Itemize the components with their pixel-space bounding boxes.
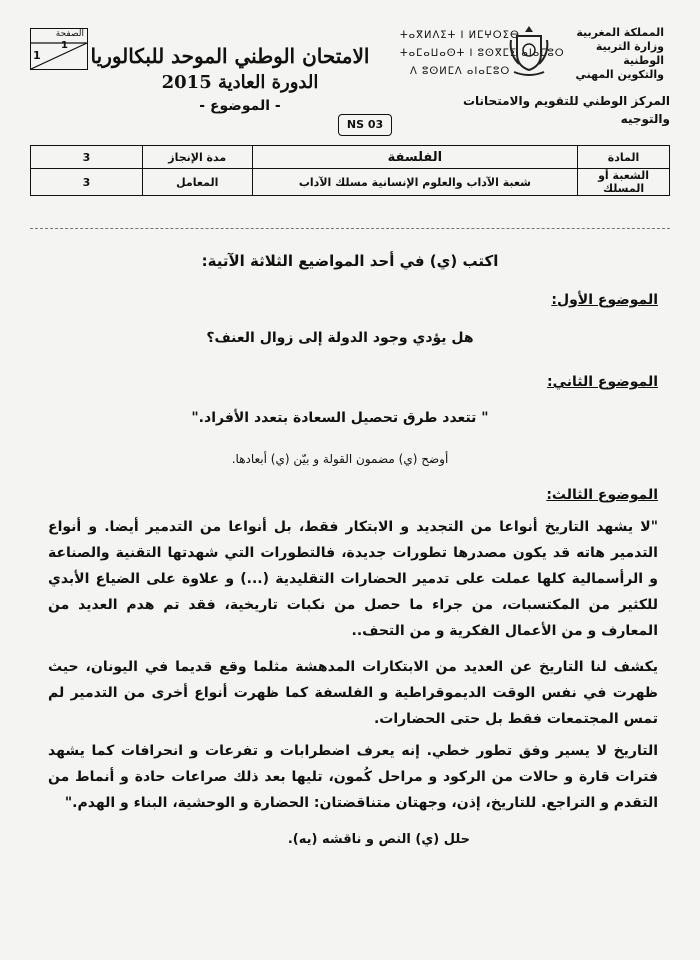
kingdom-block bbox=[552, 26, 664, 82]
tifinagh-ministry: ⵜⴰⵎⴰⵡⴰⵙⵜ ⵏ ⵓⵙⴳⵎⵉ ⴰⵏⴰⵎⵓⵔ bbox=[400, 48, 565, 59]
topic3-paragraph-3: التاريخ لا يسير وفق تطور خطي. إنه يعرف اضطرابات و تفرعات و انحرافات كما يشهد فترات قارة و حالات من الركود و مراحل كُمون، تليها بعد ذلك صراعات حادة و أنماط من التقدم و التراجع. للتاريخ، إذن، وجهتان متناقضتان: الحضارة و الوحشية، البناء و الهدم." bbox=[48, 743, 658, 811]
subject-row-label: المادة bbox=[578, 146, 670, 169]
divider bbox=[30, 228, 670, 229]
branch-label: الشعبة أو المسلك bbox=[578, 169, 670, 196]
kingdom-name: المملكة المغربية bbox=[576, 26, 664, 39]
branch-value: شعبة الآداب والعلوم الإنسانية مسلك الآداب bbox=[252, 169, 577, 196]
coefficient-value: 3 bbox=[31, 169, 143, 196]
topic1-heading: الموضوع الأول: bbox=[551, 292, 658, 308]
page-current: 1 bbox=[61, 40, 68, 51]
center-block bbox=[430, 92, 670, 128]
topic3-paragraph-1: "لا يشهد التاريخ أنواعا من التجديد و الابتكار فقط، بل أنواعا من التدمير أيضا. و أنواع التدمير هاته قد يكون مصدرها تطورات جديدة، فالتطورات التي شهدتها التقنية والصناعة و الرأسمالية كلها عملت على تدمير الحضارات التقليدية (...) و علاوة على الضياع الأبدي للكثير من المكتسبات، من جراء ما حصل من نكبات تاريخية، فقد تم هدم العديد من المعارف و من الأعمال الفكرية و من التحف.. bbox=[48, 519, 658, 639]
tifinagh-kingdom: ⵜⴰⴳⵍⴷⵉⵜ ⵏ ⵍⵎⵖⵔⵉⴱ bbox=[400, 30, 520, 41]
duration-value: 3 bbox=[31, 146, 143, 169]
exam-session: الدورة العادية 2015 bbox=[161, 72, 319, 93]
exam-info-table bbox=[30, 145, 670, 196]
exam-code: NS 03 bbox=[338, 114, 392, 136]
topic1-question: هل يؤدي وجود الدولة إلى زوال العنف؟ bbox=[206, 330, 474, 346]
topic2-quote: " تتعدد طرق تحصيل السعادة بتعدد الأفراد." bbox=[191, 410, 489, 426]
topic3-heading: الموضوع الثالث: bbox=[546, 487, 658, 503]
coefficient-label: المعامل bbox=[142, 169, 252, 196]
ministry-name: وزارة التربية الوطنية bbox=[595, 40, 664, 67]
instruction: اكتب (ي) في أحد المواضيع الثلاثة الآتية: bbox=[201, 252, 499, 270]
topic3-paragraph-2: يكشف لنا التاريخ عن العديد من الابتكارات المدهشة مثلما وقع قديما في اليونان، حيث ظهرت في نفس الوقت الديموقراطية و الفلسفة كما ظهرت أنواع أخرى من التدمير لم تمس المجتمعات فقط بل حتى الحضارات. bbox=[48, 659, 658, 727]
branch-row bbox=[31, 169, 670, 196]
subject-row bbox=[31, 146, 670, 169]
page-total: 1 bbox=[33, 49, 41, 62]
subject-label: - الموضوع - bbox=[199, 98, 281, 114]
center-name-2: والتوجيه bbox=[620, 112, 670, 126]
topic3-task: حلل (ي) النص و ناقشه (يه). bbox=[287, 832, 470, 847]
exam-title: الامتحان الوطني الموحد للبكالوريا bbox=[90, 44, 370, 68]
subject-value: الفلسفة bbox=[252, 146, 577, 169]
center-name: المركز الوطني للتقويم والامتحانات bbox=[462, 94, 670, 108]
ministry-name-2: والتكوين المهني bbox=[575, 68, 664, 81]
tifinagh-ministry-2: ⴷ ⵓⵙⵍⵎⴷ ⴰⵏⴰⵎⵓⵔ bbox=[410, 66, 511, 77]
topic2-task: أوضح (ي) مضمون القولة و بيّن (ي) أبعادها. bbox=[231, 452, 449, 466]
page-label: الصفحة bbox=[55, 29, 84, 39]
coat-of-arms-icon bbox=[508, 22, 550, 78]
duration-label: مدة الإنجاز bbox=[142, 146, 252, 169]
topic2-heading: الموضوع الثاني: bbox=[546, 374, 658, 390]
